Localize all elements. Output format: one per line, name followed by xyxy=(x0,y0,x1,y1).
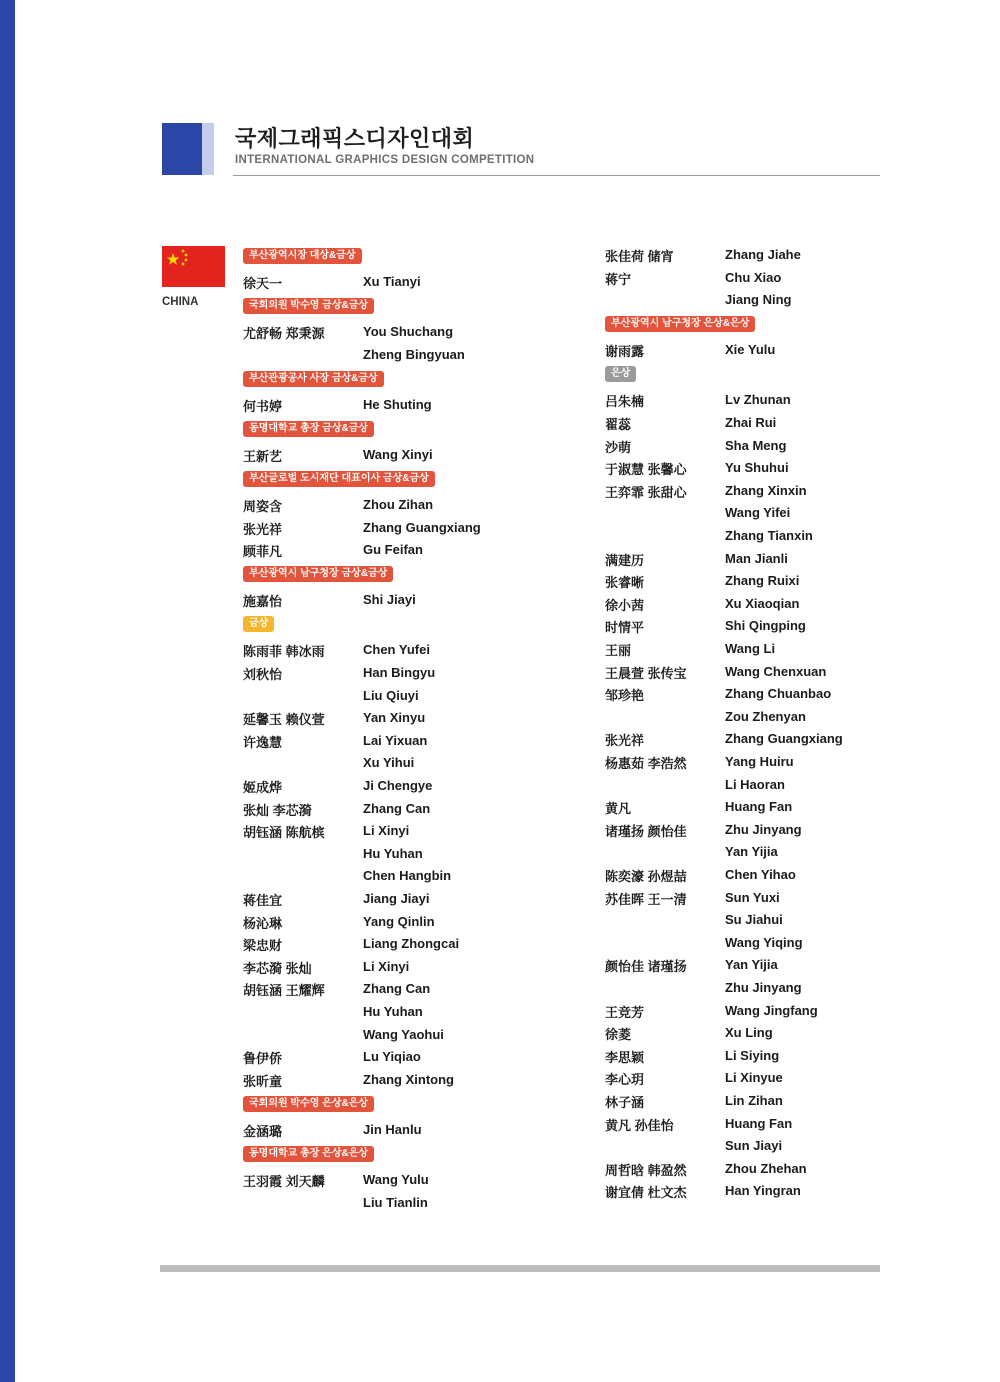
winner-chinese-name: 吕朱楠 xyxy=(605,394,645,410)
winner-romanized-name: Zhang Can xyxy=(363,800,431,816)
winner-chinese-name: 满建历 xyxy=(605,552,645,568)
winner-chinese-name: 姬成烨 xyxy=(243,780,283,795)
header-logo-block xyxy=(162,123,214,175)
winner-chinese-name: 李芯漪 张灿 xyxy=(243,960,312,976)
winner-chinese-name: 胡钰涵 陈航槟 xyxy=(243,825,325,841)
winner-romanized-name: Sha Meng xyxy=(725,437,787,453)
award-badge: 은상 xyxy=(605,366,636,382)
winner-chinese-name: 诸瑾扬 颜怡佳 xyxy=(605,823,687,839)
winner-romanized-name: Zhang Chuanbao xyxy=(725,686,832,702)
winner-chinese-name: 黄凡 孙佳怡 xyxy=(605,1117,674,1133)
winner-romanized-name: Zhu Jinyang xyxy=(725,980,802,995)
winner-chinese-name: 蒋宁 xyxy=(605,271,632,287)
winner-romanized-name: Yan Yijia xyxy=(725,844,778,860)
winner-chinese-name: 时情平 xyxy=(605,620,645,636)
winner-romanized-name: Zhang Xinxin xyxy=(725,482,807,498)
winner-romanized-name: Zhang Xintong xyxy=(363,1071,454,1087)
winner-chinese-name: 徐天一 xyxy=(243,276,283,291)
winner-chinese-name: 陈奕濠 孙煜喆 xyxy=(605,869,687,884)
winner-romanized-name: Zhou Zihan xyxy=(363,497,434,512)
header-divider xyxy=(233,175,880,176)
winner-romanized-name: Zhang Guangxiang xyxy=(363,519,481,535)
winner-chinese-name: 张光祥 xyxy=(243,521,283,537)
winner-chinese-name: 张灿 李芯漪 xyxy=(243,802,312,818)
winner-chinese-name: 王晨萱 张传宝 xyxy=(605,665,687,681)
winner-chinese-name: 李思颖 xyxy=(605,1049,645,1065)
award-badge: 부산글로벌 도시재단 대표이사 금상&금상 xyxy=(243,471,435,487)
winner-romanized-name: Shi Jiayi xyxy=(363,592,416,608)
winner-romanized-name: Han Yingran xyxy=(725,1183,801,1199)
winner-romanized-name: Wang Yulu xyxy=(363,1172,429,1187)
country-label: CHINA xyxy=(162,296,199,308)
winner-romanized-name: Wang Yiqing xyxy=(725,934,803,950)
winner-chinese-name: 尤舒畅 郑秉源 xyxy=(243,326,325,342)
winner-chinese-name: 杨沁琳 xyxy=(243,915,283,931)
winner-chinese-name: 颜怡佳 诸瑾扬 xyxy=(605,959,687,975)
winner-romanized-name: Han Bingyu xyxy=(363,665,436,680)
winner-romanized-name: Chu Xiao xyxy=(725,269,782,285)
winner-chinese-name: 翟蕊 xyxy=(605,417,632,432)
winner-romanized-name: Jiang Ning xyxy=(725,292,792,308)
winner-romanized-name: Sun Jiayi xyxy=(725,1138,783,1154)
winner-chinese-name: 周姿含 xyxy=(243,499,283,514)
winner-chinese-name: 李心玥 xyxy=(605,1072,645,1088)
header-blue-square xyxy=(162,123,202,175)
winner-romanized-name: Huang Fan xyxy=(725,799,793,815)
winner-romanized-name: Zou Zhenyan xyxy=(725,708,806,724)
winner-romanized-name: Hu Yuhan xyxy=(363,845,423,861)
award-badge: 부산광역시장 대상&금상 xyxy=(243,248,362,264)
winner-romanized-name: Zhu Jinyang xyxy=(725,821,802,837)
winner-chinese-name: 施嘉怡 xyxy=(243,594,283,610)
winner-chinese-name: 邹珍艳 xyxy=(605,688,645,704)
winner-chinese-name: 徐菱 xyxy=(605,1027,632,1043)
winner-chinese-name: 沙萌 xyxy=(605,439,632,455)
winner-romanized-name: Zheng Bingyuan xyxy=(363,346,465,362)
winner-chinese-name: 黄凡 xyxy=(605,801,632,817)
china-flag-icon xyxy=(162,246,225,287)
winner-romanized-name: Xu Ling xyxy=(725,1025,773,1041)
winner-chinese-name: 张睿晰 xyxy=(605,575,645,591)
winner-chinese-name: 王竞芳 xyxy=(605,1004,645,1020)
winner-romanized-name: Huang Fan xyxy=(725,1115,793,1131)
winner-chinese-name: 延馨玉 赖仪萱 xyxy=(243,712,325,728)
winner-romanized-name: Xie Yulu xyxy=(725,342,776,358)
award-badge: 금상 xyxy=(243,616,274,632)
winner-chinese-name: 王羽霞 刘天麟 xyxy=(243,1174,325,1189)
winner-romanized-name: Wang Chenxuan xyxy=(725,663,827,679)
winner-chinese-name: 谢宜倩 杜文杰 xyxy=(605,1185,687,1201)
winner-romanized-name: Xu Tianyi xyxy=(363,274,421,289)
winner-chinese-name: 王丽 xyxy=(605,643,632,658)
winner-romanized-name: Li Xinyi xyxy=(363,958,410,974)
award-badge: 부산광역시 남구청장 금상&금상 xyxy=(243,566,393,582)
winner-romanized-name: Su Jiahui xyxy=(725,912,783,928)
winner-romanized-name: Yang Qinlin xyxy=(363,913,435,929)
winner-romanized-name: Liang Zhongcai xyxy=(363,936,460,952)
winner-romanized-name: You Shuchang xyxy=(363,324,454,340)
winner-romanized-name: Jin Hanlu xyxy=(363,1121,422,1137)
winner-romanized-name: Wang Xinyi xyxy=(363,446,433,462)
winner-chinese-name: 蒋佳宜 xyxy=(243,893,283,908)
winner-romanized-name: Hu Yuhan xyxy=(363,1004,423,1019)
award-badge: 국회의원 박수영 금상&금상 xyxy=(243,298,374,314)
winner-romanized-name: He Shuting xyxy=(363,396,432,412)
award-badge: 동명대학교 총장 금상&금상 xyxy=(243,421,374,437)
page-subtitle: INTERNATIONAL GRAPHICS DESIGN COMPETITION xyxy=(235,154,535,166)
winner-romanized-name: Liu Tianlin xyxy=(363,1194,428,1210)
winner-chinese-name: 苏佳晖 王一清 xyxy=(605,891,687,907)
winner-romanized-name: Li Xinyue xyxy=(725,1070,783,1086)
winner-romanized-name: Yan Xinyu xyxy=(363,710,426,726)
winner-chinese-name: 杨惠茹 李浩然 xyxy=(605,756,687,771)
winner-romanized-name: Lu Yiqiao xyxy=(363,1049,421,1065)
winner-romanized-name: Lai Yixuan xyxy=(363,732,428,748)
winner-romanized-name: Gu Feifan xyxy=(363,542,423,558)
winner-romanized-name: Lv Zhunan xyxy=(725,392,791,408)
header-light-square xyxy=(202,123,214,175)
winner-romanized-name: Zhang Ruixi xyxy=(725,573,800,589)
winner-romanized-name: Jiang Jiayi xyxy=(363,891,430,906)
winner-chinese-name: 何书婷 xyxy=(243,398,283,414)
winner-romanized-name: Chen Yihao xyxy=(725,867,796,882)
winner-romanized-name: Chen Hangbin xyxy=(363,868,452,884)
award-badge: 부산관광공사 사장 금상&금상 xyxy=(243,371,384,387)
winner-romanized-name: Li Siying xyxy=(725,1047,780,1063)
winner-romanized-name: Yu Shuhui xyxy=(725,460,789,476)
winner-romanized-name: Zhang Can xyxy=(363,981,431,997)
winner-chinese-name: 许逸慧 xyxy=(243,734,283,750)
winner-romanized-name: Sun Yuxi xyxy=(725,889,780,905)
winner-chinese-name: 刘秋怡 xyxy=(243,667,283,682)
winner-romanized-name: Wang Jingfang xyxy=(725,1002,818,1018)
winner-chinese-name: 张佳荷 储宵 xyxy=(605,249,674,264)
winner-chinese-name: 陈雨菲 韩冰雨 xyxy=(243,644,325,660)
winner-chinese-name: 梁忠财 xyxy=(243,938,283,954)
winner-chinese-name: 张光祥 xyxy=(605,733,645,749)
winner-romanized-name: Lin Zihan xyxy=(725,1093,783,1108)
winner-chinese-name: 周哲晗 韩盈然 xyxy=(605,1162,687,1178)
winner-romanized-name: Wang Yaohui xyxy=(363,1026,444,1042)
winner-chinese-name: 于淑慧 张馨心 xyxy=(605,462,687,478)
winner-romanized-name: Ji Chengye xyxy=(363,778,433,793)
award-badge: 국회의원 박수영 은상&은상 xyxy=(243,1096,374,1112)
winner-romanized-name: Xu Xiaoqian xyxy=(725,595,800,611)
winner-chinese-name: 胡钰涵 王耀辉 xyxy=(243,983,325,999)
winner-romanized-name: Man Jianli xyxy=(725,550,788,566)
winner-romanized-name: Chen Yufei xyxy=(363,642,430,658)
winner-romanized-name: Zhang Tianxin xyxy=(725,528,813,543)
winner-romanized-name: Wang Yifei xyxy=(725,505,791,521)
winner-chinese-name: 顾菲凡 xyxy=(243,544,283,560)
footer-divider xyxy=(160,1265,880,1272)
winner-romanized-name: Liu Qiuyi xyxy=(363,687,419,703)
page-title: 국제그래픽스디자인대회 xyxy=(235,126,475,151)
winner-romanized-name: Zhang Guangxiang xyxy=(725,731,843,747)
winner-romanized-name: Wang Li xyxy=(725,641,776,656)
winner-romanized-name: Zhang Jiahe xyxy=(725,247,801,262)
winner-romanized-name: Li Xinyi xyxy=(363,823,410,839)
winner-romanized-name: Zhou Zhehan xyxy=(725,1160,807,1176)
winner-chinese-name: 谢雨露 xyxy=(605,344,645,360)
winner-romanized-name: Zhai Rui xyxy=(725,415,777,430)
winner-romanized-name: Yang Huiru xyxy=(725,754,794,769)
winner-romanized-name: Xu Yihui xyxy=(363,755,415,771)
winner-chinese-name: 王弈霏 张甜心 xyxy=(605,484,687,500)
winner-chinese-name: 徐小茜 xyxy=(605,597,645,613)
winner-chinese-name: 鲁伊侨 xyxy=(243,1051,283,1067)
winner-romanized-name: Li Haoran xyxy=(725,776,785,792)
winner-romanized-name: Yan Yijia xyxy=(725,957,778,973)
winner-chinese-name: 林子涵 xyxy=(605,1095,645,1110)
winner-chinese-name: 张昕童 xyxy=(243,1073,283,1089)
winner-chinese-name: 金涵璐 xyxy=(243,1123,283,1139)
award-badge: 동명대학교 총장 은상&은상 xyxy=(243,1146,374,1162)
award-badge: 부산광역시 남구청장 은상&은상 xyxy=(605,316,755,332)
winner-romanized-name: Shi Qingping xyxy=(725,618,806,634)
winner-chinese-name: 王新艺 xyxy=(243,448,283,464)
left-accent-bar xyxy=(0,0,15,1382)
